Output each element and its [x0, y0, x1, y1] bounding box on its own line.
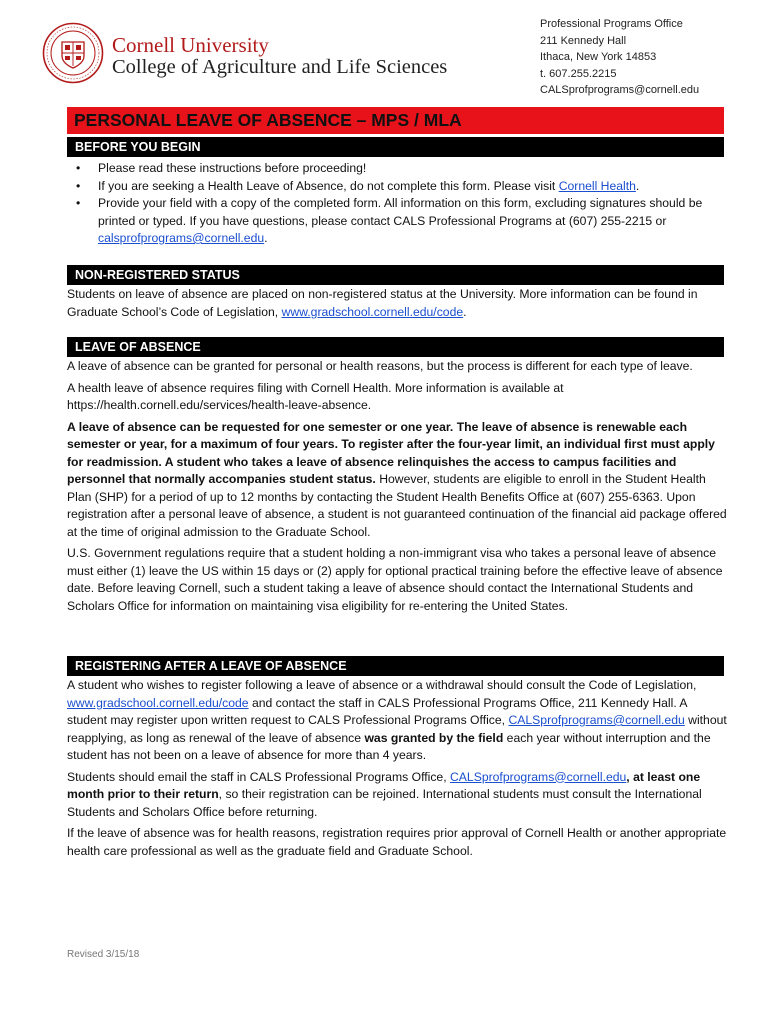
paragraph: A leave of absence can be granted for personal or health reasons, but the process is different for each type of leave.	[67, 359, 693, 373]
paragraph: U.S. Government regulations require that a student holding a non-immigrant visa who takes a personal leave of absence must either (1) leave the US within 15 days or (2) apply for optional practical training before the effective leave of absence date. Before leaving Cornell, such a student taking a leave of absence should contact the International Students and Scholars Office for information on maintaining visa eligibility for re-entering the United States.	[67, 546, 723, 613]
page-title: PERSONAL LEAVE OF ABSENCE – MPS / MLA	[67, 107, 724, 134]
leave-of-absence-text	[67, 358, 727, 619]
cals-email-link[interactable]: calsprofprograms@cornell.edu	[98, 231, 265, 245]
university-name: Cornell University	[112, 33, 269, 57]
gradschool-code-link[interactable]: www.gradschool.cornell.edu/code	[67, 695, 249, 710]
address-city: Ithaca, New York 14853	[540, 51, 657, 63]
gradschool-code-link[interactable]: www.gradschool.cornell.edu/code	[281, 304, 464, 319]
registering-after-text	[67, 677, 727, 864]
cals-email-link[interactable]: CALSprofprograms@cornell.edu	[508, 713, 685, 727]
college-name: College of Agriculture and Life Sciences	[112, 56, 448, 78]
list-item: • Provide your field with a copy of the completed form. All information on this form, excluding signatures should be printed or typed. If you have questions, please contact CALS Professional Programs at (607) 255-2215 or calsprofprograms@cornell.edu.	[67, 195, 727, 248]
list-item: • Please read these instructions before proceeding!	[67, 160, 727, 178]
address-street: 211 Kennedy Hall	[540, 34, 627, 47]
cornell-seal-logo	[42, 22, 104, 84]
paragraph: Students should email the staff in CALS Professional Programs Office, CALSprofprograms@cornell.edu, at least one month prior to their return, so their registration can be rejoined. International students must consult the International Students and Scholars Office before returning.	[67, 769, 702, 819]
section-heading-before-you-begin: BEFORE YOU BEGIN	[67, 137, 724, 157]
non-registered-text: Students on leave of absence are placed on non-registered status at the University. More information can be found in Graduate School’s Code of Legislation, www.gradschool.cornell.edu/code.	[67, 287, 698, 319]
section-heading-non-registered-status: NON-REGISTERED STATUS	[67, 265, 724, 285]
address-email: CALSprofprograms@cornell.edu	[540, 84, 700, 96]
cornell-health-link[interactable]: Cornell Health	[558, 178, 636, 193]
cals-email-link[interactable]: CALSprofprograms@cornell.edu	[449, 769, 627, 784]
before-you-begin-list	[67, 160, 727, 248]
section-heading-registering-after: REGISTERING AFTER A LEAVE OF ABSENCE	[67, 656, 724, 676]
address-office: Professional Programs Office	[540, 18, 683, 30]
section-heading-leave-of-absence: LEAVE OF ABSENCE	[67, 337, 724, 357]
paragraph: If the leave of absence was for health reasons, registration requires prior approval of Cornell Health or another appropriate health care professional as well as the graduate field and Graduate School.	[67, 826, 727, 858]
revision-date: Revised 3/15/18	[67, 949, 140, 960]
address-phone: t. 607.255.2215	[540, 67, 617, 80]
paragraph: A student who wishes to register following a leave of absence or a withdrawal should consult the Code of Legislation, www.gradschool.cornell.edu/code and contact the staff in CALS Professional Programs Office, 211 Kennedy Hall. A student may register upon written request to CALS Professional Programs Office, CALSprofprograms@cornell.edu without reapplying, as long as renewal of the leave of absence was granted by the field each year without interruption and the student has not been on a leave of absence for more than 4 years.	[67, 678, 727, 762]
paragraph: A health leave of absence requires filing with Cornell Health. More information is available at https://health.cornell.edu/services/health-leave-absence.	[67, 380, 564, 412]
paragraph: A leave of absence can be requested for one semester or one year. The leave of absence is renewable each semester or year, for a maximum of four years. To register after the four-year limit, an individual first must apply for readmission. A student who takes a leave of absence relinquishes the access to campus facilities and personnel that normally accompanies student status. However, students are eligible to enroll in the Student Health Plan (SHP) for a period of up to 12 months by contacting the Student Health Benefits Office at (607) 255-6363. Upon registration after a personal leave of absence, a student is not guaranteed continuation of the financial aid package offered at the time of original admission to the Graduate School.	[67, 419, 727, 539]
office-address	[540, 16, 699, 99]
list-item: • If you are seeking a Health Leave of Absence, do not complete this form. Please visit Cornell Health.	[67, 178, 727, 196]
